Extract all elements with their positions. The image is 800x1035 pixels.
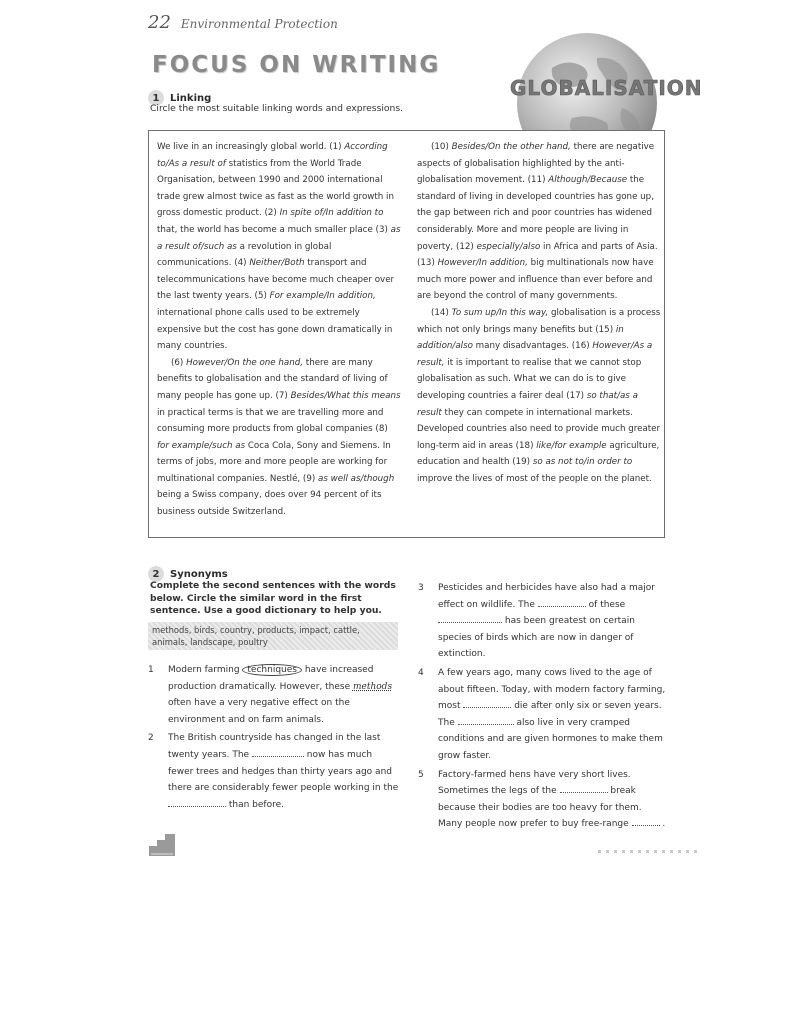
globe-word: GLOBALISATION (510, 76, 703, 100)
publisher-logo-icon (147, 832, 177, 858)
reading-paragraph: (6) However/On the one hand, there are many benefits to globalisation and the standard of living of many people has gone up. (7) Besides/What this means in practical terms is that we are travelling more and consuming more products from global companies (8) for example/such as Coca Cola, Sony and Siemens. In terms of jobs, more and more people are working for multinational companies. Nestlé, (9) as well as/though being a Swiss company, does over 94 percent of its business outside Switzerland. (157, 357, 401, 518)
reading-box (148, 130, 665, 538)
item-text: Factory-farmed hens have very short lives. Sometimes the legs of the break because their bodies are too heavy for them. Many people now prefer to buy free-range . (438, 769, 666, 830)
exercise1-title: Linking (170, 92, 212, 104)
exercise1-number: 1 (148, 90, 164, 106)
item-text: Pesticides and herbicides have also had a major effect on wildlife. The of these has been greatest on certain species of birds which are now in danger of extinction. (438, 583, 655, 660)
reading-paragraph: (10) Besides/On the other hand, there are negative aspects of globalisation highlighted by the anti-globalisation movement. (11) Although/Because the standard of living in developed countries has gone up, the gap between rich and poor countries has widened considerably. More and more people are living in poverty, (12) especially/also in Africa and parts of Asia. (13) However/In addition, big multinationals now have much more power and influence than ever before and are beyond the control of many governments. (417, 142, 658, 302)
item-number: 3 (418, 583, 424, 593)
unit-title: Environmental Protection (180, 17, 338, 31)
exercise1-instruction: Circle the most suitable linking words and expressions. (150, 103, 404, 114)
reading-paragraph: (14) To sum up/In this way, globalisation is a process which not only brings many benefits but (15) in addition/also many disadvantages. (16) However/As a result, it is important to realise that we cannot stop globalisation as such. What we can do is to give developing countries a fairer deal (17) so that/as a result they can compete in international markets. Developed countries also need to provide much greater long-term aid in areas (18) like/for example agriculture, education and health (19) so as not to/in order to improve the lives of most of the people on the planet. (417, 307, 661, 484)
exercise-item (418, 580, 668, 663)
page-number: 22 (148, 12, 171, 33)
exercise2-instruction: Complete the second sentences with the words below. Circle the similar word in the first sentence. Use a good dictionary to help you. (150, 580, 396, 616)
exercise2-right-column (418, 580, 668, 835)
word-box: methods, birds, country, products, impact, cattle, animals, landscape, poultry (148, 622, 398, 650)
item-number: 2 (148, 733, 154, 744)
page-header (148, 12, 338, 33)
footer-scan-mark (598, 850, 698, 853)
item-text: A few years ago, many cows lived to the age of about fifteen. Today, with modern factory farming, most die after only six or seven years. The also live in very cramped conditions and are given hormones to make them grow faster. (438, 667, 666, 761)
section-title: FOCUS ON WRITING (152, 52, 441, 78)
reading-paragraph: We live in an increasingly global world. (1) According to/As a result of statistics from the World Trade Organisation, between 1990 and 2000 international trade grew almost twice as fast as the world growth in gross domestic product. (2) In spite of/In addition to that, the world has become a much smaller place (3) as a result of/such as a revolution in global communications. (4) Neither/Both transport and telecommunications have become much cheaper over the last twenty years. (5) For example/In addition, international phone calls used to be extremely expensive but the cost has gone down dramatically in many countries. (157, 142, 401, 352)
item-text: The British countryside has changed in the last twenty years. The now has much fewer trees and hedges than thirty years ago and there are considerably fewer people working in the than before. (168, 733, 399, 810)
item-text: Modern farming techniques have increased production dramatically. However, these methods often have a very negative effect on the environment and on farm animals. (168, 665, 393, 725)
item-number: 5 (418, 769, 424, 780)
exercise2-left-column (148, 662, 400, 815)
exercise-item (148, 730, 400, 813)
exercise2-number: 2 (148, 566, 164, 582)
reading-right-column (417, 139, 662, 487)
exercise-item (418, 767, 668, 833)
item-number: 1 (148, 665, 154, 675)
reading-left-column (157, 139, 402, 521)
item-number: 4 (418, 667, 424, 678)
exercise2-title: Synonyms (170, 568, 228, 580)
exercise-item (418, 665, 668, 765)
exercise-item (148, 662, 400, 728)
